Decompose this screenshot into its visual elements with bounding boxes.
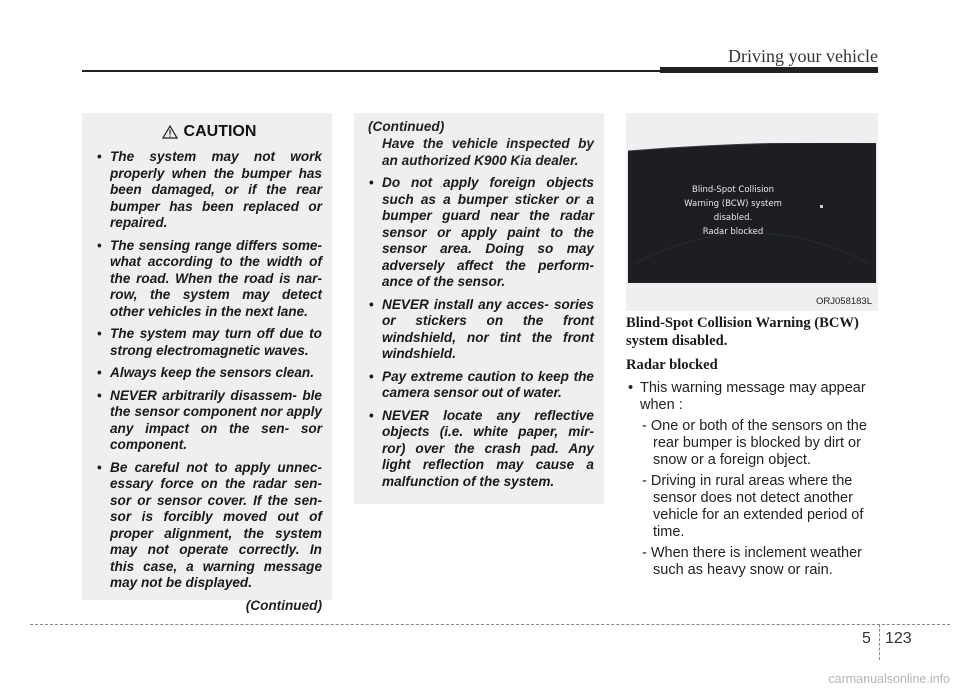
cluster-figure (626, 113, 878, 311)
caution-item: • The sensing range differs some- what according to the width of the road. When the road is nar- row, the system may detect other vehicles in the next lane. (96, 238, 322, 321)
caution-item: • The system may turn off due to strong electromagnetic waves. (96, 326, 322, 359)
cluster-display (628, 143, 876, 283)
continued-item: • Pay extreme caution to keep the camera sensor out of water. (368, 369, 594, 402)
page-header-title: Driving your vehicle (728, 46, 878, 66)
continued-label: (Continued) (245, 597, 322, 613)
warning-triangle-icon (162, 125, 178, 139)
footer-rule (30, 624, 950, 625)
caution-item: • NEVER arbitrarily disassem- ble the sensor component nor apply any impact on the sen- sor component. (96, 388, 322, 454)
watermark: carmanualsonline.info (828, 672, 950, 686)
caution-item: • Always keep the sensors clean. (96, 365, 322, 382)
continued-label: (Continued) (368, 119, 445, 134)
caution-heading (96, 123, 322, 141)
continued-item: • NEVER install any acces- sories or stickers on the front windshield, nor tint the front windshield. (368, 297, 594, 363)
right-column (626, 314, 880, 579)
caution-list (96, 149, 322, 592)
continued-item: • Do not apply foreign objects such as a bumper sticker or a bumper guard near the radar sensor or apply paint to the sensor area. Doing so may adversely affect the perform- ance of the sensor. (368, 175, 594, 291)
warning-bullet: • This warning message may appear when : (626, 380, 880, 414)
continued-box (354, 113, 604, 504)
cluster-line: Warning (BCW) system (684, 199, 782, 209)
continued-intro: Have the vehicle inspected by an authorized K900 Kia dealer. (382, 136, 594, 168)
continued-list (368, 175, 594, 490)
condition-item: - One or both of the sensors on the rear bumper is blocked by dirt or snow or a foreign object. (642, 418, 867, 468)
cluster-line: disabled. (713, 213, 753, 223)
condition-item: - Driving in rural areas where the sensor does not detect another vehicle for an extended period of time. (642, 473, 864, 540)
section-heading: Blind-Spot Collision Warning (BCW) system disabled. (626, 315, 859, 349)
caution-box (82, 113, 332, 613)
continued-item: • NEVER locate any reflective objects (i.e. white paper, mir- ror) over the crash pad. Any light reflection may cause a malfunction of the system. (368, 408, 594, 491)
caution-item: • The system may not work properly when the bumper has been damaged, or if the rear bumper has been replaced or repaired. (96, 149, 322, 232)
footer-divider (879, 624, 880, 660)
cluster-line: Radar blocked (702, 227, 764, 237)
figure-code: ORJ058183L (816, 296, 872, 307)
header-rule-accent (660, 67, 878, 73)
condition-item: - When there is inclement weather such as heavy snow or rain. (642, 545, 863, 578)
page-number: 123 (885, 630, 912, 647)
header-rule (82, 70, 662, 72)
caution-item: • Be careful not to apply unnec- essary force on the radar sen- sor or sensor cover. If the sen- sor is forcibly moved out of proper alignment, the system may not operate correctly. In this case, a warning message may not be displayed. (96, 460, 322, 592)
chapter-number: 5 (862, 630, 871, 647)
caution-title: CAUTION (183, 123, 257, 140)
section-subheading: Radar blocked (626, 357, 718, 373)
cluster-line: Blind-Spot Collision (691, 185, 775, 195)
